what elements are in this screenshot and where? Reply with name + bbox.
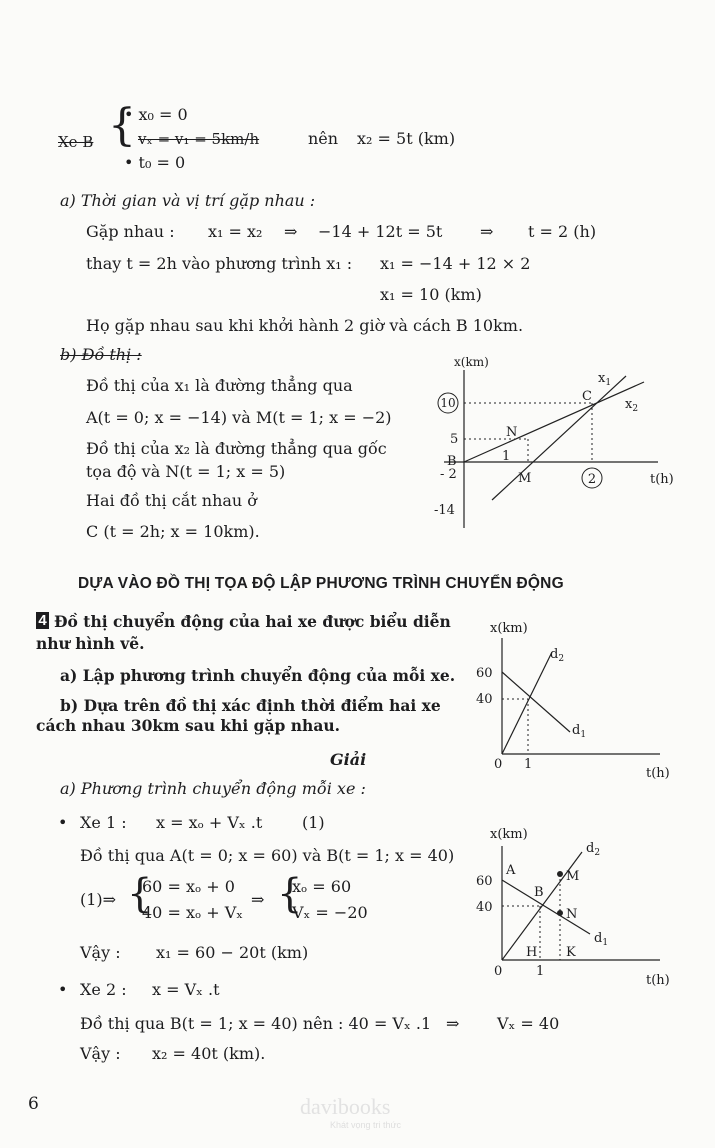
graph1-point-c: C (582, 389, 592, 404)
xe1-ref: (1) (302, 813, 325, 832)
graph2-label-d2: $d_2$ (550, 647, 565, 664)
graph3-label-d1: $d_1$ (594, 931, 609, 948)
problem-question-a: a) Lập phương trình chuyển động của mỗi xe. (60, 666, 456, 685)
problem-question-b-1: b) Dựa trên đồ thị xác định thời điểm hai xe (60, 696, 441, 715)
system-arrow: ⇒ (251, 890, 265, 909)
graph3-y-label: x(km) (490, 827, 528, 842)
meet-eq-2: −14 + 12t = 5t (318, 222, 443, 241)
subst-eq-1: x₁ = −14 + 12 × 2 (380, 254, 531, 273)
part-a-title: a) Thời gian và vị trí gặp nhau : (60, 191, 316, 210)
graph1-x-2: 2 (587, 472, 597, 487)
graph3-point-m: M (566, 869, 580, 884)
watermark-brand: davibooks (300, 1094, 391, 1119)
graph2-y-label: x(km) (490, 621, 528, 636)
graph3-point-h: H (526, 945, 538, 960)
meet-eq-1: x₁ = x₂ (208, 222, 263, 241)
graph1-x-label: t(h) (650, 472, 674, 487)
system-lhs: (1)⇒ (80, 890, 117, 909)
system-line-2: vₓ = v₁ = 5km/h (138, 130, 260, 148)
subst-eq-2: x₁ = 10 (km) (380, 285, 482, 304)
graph-3 (474, 822, 694, 992)
xe1-graph-desc: Đồ thị qua A(t = 0; x = 60) và B(t = 1; x = 40) (80, 846, 455, 865)
graph3-point-a: A (506, 863, 516, 878)
solution-a-title: a) Phương trình chuyển động mỗi xe : (60, 779, 366, 798)
solution-title: Giải (330, 750, 367, 769)
system-then: nên (308, 129, 339, 148)
part-b-line-1: Đồ thị của x₁ là đường thẳng qua (86, 376, 353, 395)
problem-question-b-2: cách nhau 30km sau khi gặp nhau. (36, 716, 341, 735)
graph-2 (474, 614, 694, 784)
graph1-label-x1: $x_1$ (598, 371, 612, 388)
graph2-y-40: 40 (476, 692, 493, 707)
problem-line-2: như hình vẽ. (36, 634, 145, 653)
graph1-x-1: 1 (502, 449, 511, 464)
vay2-equation: x₂ = 40t (km). (152, 1044, 266, 1063)
xe2-graph-desc: Đồ thị qua B(t = 1; x = 40) nên : 40 = Vₓ .1 (80, 1014, 432, 1033)
graph2-line-d2 (502, 652, 552, 754)
graph3-x-1: 1 (536, 964, 545, 979)
section-heading: DỰA VÀO ĐỒ THỊ TỌA ĐỘ LẬP PHƯƠNG TRÌNH CHUYỂN ĐỘNG (78, 575, 564, 592)
system-line-3: • t₀ = 0 (124, 153, 186, 172)
graph3-point-n: N (566, 907, 578, 922)
graph3-y-60: 60 (476, 874, 493, 889)
graph2-origin: 0 (494, 757, 503, 772)
graph1-y-5: 5 (450, 432, 459, 447)
part-b-line-4: tọa độ và N(t = 1; x = 5) (86, 462, 286, 481)
system-a-1: 60 = xₒ + 0 (142, 877, 235, 896)
system-result: x₂ = 5t (km) (357, 129, 456, 148)
meet-arrow-2: ⇒ (480, 222, 494, 241)
page-number: 6 (28, 1094, 39, 1114)
graph1-y-b: B (447, 454, 457, 469)
graph1-y-label: x(km) (454, 355, 489, 369)
part-b-title: b) Đồ thị : (60, 345, 142, 364)
graph1-line-x2 (464, 382, 644, 462)
xe1-label: Xe 1 : (80, 813, 127, 832)
graph3-x-label: t(h) (646, 973, 670, 988)
graph1-y-neg2: - 2 (440, 467, 457, 482)
xe2-label: Xe 2 : (80, 980, 127, 999)
xe2-result: Vₓ = 40 (497, 1014, 560, 1033)
vay1-label: Vậy : (80, 943, 121, 962)
part-b-line-2: A(t = 0; x = −14) và M(t = 1; x = −2) (86, 408, 392, 427)
part-b-line-5: Hai đồ thị cắt nhau ở (86, 491, 257, 510)
graph1-label-x2: $x_2$ (625, 397, 639, 414)
graph2-x-1: 1 (524, 757, 533, 772)
bullet-xe1: • (58, 813, 68, 832)
subst-label: thay t = 2h vào phương trình x₁ : (86, 254, 353, 273)
part-b-line-3: Đồ thị của x₂ là đường thẳng qua gốc (86, 439, 387, 458)
system-b-1: xₒ = 60 (292, 877, 352, 896)
graph1-point-n: N (506, 425, 518, 440)
xe2-arrow: ⇒ (446, 1014, 460, 1033)
xe1-equation: x = xₒ + Vₓ .t (156, 813, 263, 832)
graph2-label-d1: $d_1$ (572, 723, 587, 740)
vay1-equation: x₁ = 60 − 20t (km) (156, 943, 309, 962)
graph1-y-10: 10 (440, 396, 456, 410)
system-a-2: 40 = xₒ + Vₓ (142, 903, 244, 922)
meet-label: Gặp nhau : (86, 222, 175, 241)
system-brace: { (108, 100, 136, 151)
graph1-y-neg14: -14 (434, 503, 455, 518)
system-b-2: Vₓ = −20 (292, 903, 368, 922)
graph3-label-d2: $d_2$ (586, 841, 601, 858)
meet-arrow-1: ⇒ (284, 222, 298, 241)
graph3-origin: 0 (494, 964, 503, 979)
graph3-y-40: 40 (476, 900, 493, 915)
problem-line-1: Đồ thị chuyển động của hai xe được biểu diễn (54, 612, 451, 631)
meet-eq-3: t = 2 (h) (528, 222, 597, 241)
bullet-xe2: • (58, 980, 68, 999)
graph2-y-60: 60 (476, 666, 493, 681)
vay2-label: Vậy : (80, 1044, 121, 1063)
part-b-line-6: C (t = 2h; x = 10km). (86, 522, 260, 541)
xe-b-label: Xe B (58, 133, 94, 151)
xe2-equation: x = Vₓ .t (152, 980, 220, 999)
system-brace-2: { (277, 871, 303, 917)
graph-1 (430, 352, 690, 532)
system-line-1: • x₀ = 0 (124, 105, 188, 124)
part-a-conclusion: Họ gặp nhau sau khi khởi hành 2 giờ và cách B 10km. (86, 316, 524, 335)
graph2-line-d1 (502, 672, 570, 732)
graph2-x-label: t(h) (646, 766, 670, 781)
graph3-point-k: K (566, 945, 576, 960)
graph1-point-m: M (518, 471, 532, 486)
system-brace-1: { (127, 871, 153, 917)
watermark-tagline: Khát vọng tri thức (330, 1120, 402, 1130)
graph3-point-b: B (534, 885, 544, 900)
problem-number: 4 (36, 612, 49, 629)
